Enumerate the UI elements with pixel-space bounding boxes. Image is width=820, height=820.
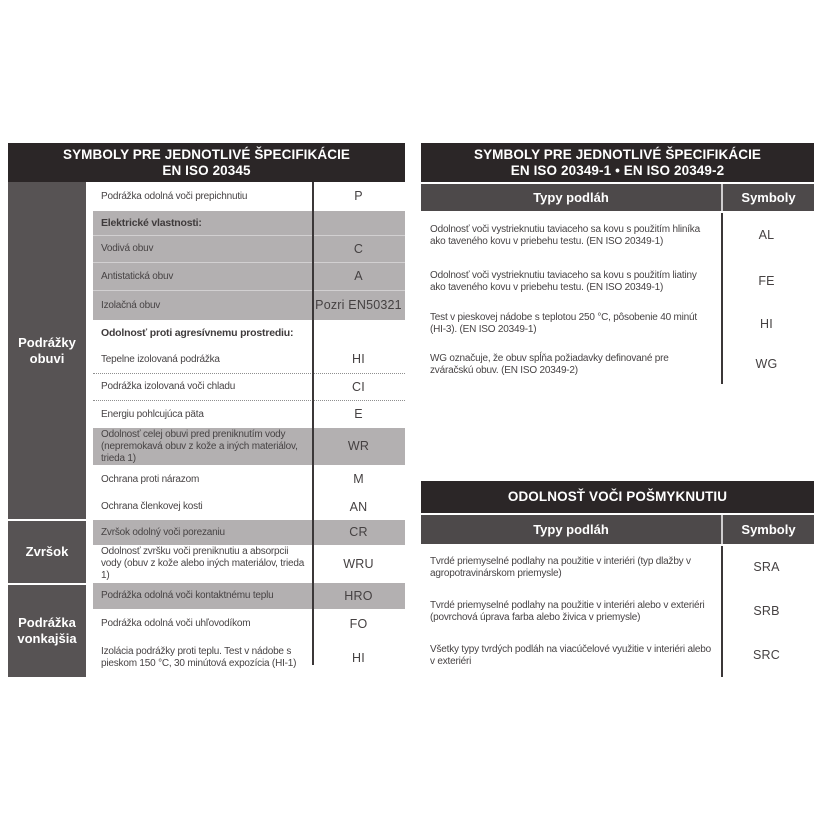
spec-table-20345-header: [8, 143, 405, 182]
table-body: [421, 213, 814, 384]
row-symbol: SRA: [753, 560, 780, 574]
row-description: Izolácia podrážky proti teplu. Test v nádobe s pieskom 150 °C, 30 minútová expozícia (HI-1): [101, 646, 297, 669]
table-row: [421, 591, 814, 632]
row-description: Podrážka izolovaná voči chladu: [101, 381, 236, 392]
row-symbol: SRB: [753, 604, 780, 618]
table-row: [93, 373, 405, 400]
table-section-row: [93, 211, 405, 235]
row-symbol: C: [353, 241, 364, 256]
row-description: Test v pieskovej nádobe s teplotou 250 °C, pôsobenie 40 minút (HI-3). (EN ISO 20349-1): [430, 312, 697, 335]
row-symbol: CI: [352, 379, 365, 394]
row-description: Izolačná obuv: [101, 299, 161, 311]
table-row: [93, 494, 405, 520]
table-row: [93, 262, 405, 290]
row-symbol: [312, 211, 405, 235]
table-title-line2: EN ISO 20349-1 • EN ISO 20349-2: [510, 162, 725, 178]
row-description: Tvrdé priemyselné podlahy na použitie v interiéri (typ dlažby v agropotravinárskom priemysle): [430, 555, 691, 579]
row-description: Vodivá obuv: [101, 243, 154, 254]
row-symbol: AL: [758, 228, 775, 242]
row-description: Energiu pohlcujúca päta: [101, 408, 204, 420]
table-row: [93, 235, 405, 262]
category-zvrsok: [8, 521, 86, 583]
column-divider: [312, 182, 314, 665]
table-row: [421, 213, 814, 258]
table-body: [421, 546, 814, 677]
table-row: [93, 465, 405, 494]
column-header-row: [421, 184, 814, 211]
row-symbol: FE: [758, 274, 775, 288]
row-symbol: WRU: [343, 556, 374, 571]
category-podrazka-vonkajsia: [8, 585, 86, 677]
row-description: Tvrdé priemyselné podlahy na použitie v interiéri alebo v exteriéri (povrchová úprava farba alebo živica v priemysle): [430, 599, 705, 623]
row-symbol: [312, 320, 405, 346]
row-symbol: WG: [755, 357, 778, 371]
table-row: [421, 634, 814, 677]
row-description: Odolnosť voči vystrieknutiu taviaceho sa kovu s použitím hliníka ako taveného kovu v priebehu testu. (EN ISO 20349-1): [430, 223, 700, 247]
row-symbol: E: [354, 407, 363, 421]
row-description: Odolnosť celej obuvi pred preniknutím vody (nepremokavá obuv z kože a iných materiálov, trieda 1): [101, 428, 298, 464]
row-description: Podrážka odolná voči kontaktnému teplu: [101, 590, 274, 601]
table-row: [93, 346, 405, 373]
table-title-line2: EN ISO 20345: [162, 162, 251, 178]
row-description: Zvršok odolný voči porezaniu: [101, 526, 225, 538]
column-header-row: [421, 515, 814, 544]
column-divider: [721, 546, 723, 677]
row-symbol: HI: [352, 352, 365, 366]
column-header-types: Typy podláh: [533, 522, 609, 537]
table-body: [8, 182, 405, 677]
spec-table-en-iso-20349: [421, 143, 814, 386]
row-symbol: CR: [349, 525, 368, 539]
row-symbol: WR: [347, 439, 370, 453]
row-symbol: A: [354, 269, 363, 283]
row-symbol: M: [353, 472, 364, 486]
row-symbol: HI: [760, 316, 773, 331]
row-symbol: HI: [352, 650, 365, 665]
table-title-line1: SYMBOLY PRE JEDNOTLIVÉ ŠPECIFIKÁCIE: [473, 147, 762, 162]
column-header-symbols: Symboly: [741, 190, 796, 205]
table-row: [93, 545, 405, 583]
table-row: [421, 305, 814, 343]
slip-resistance-table: [421, 481, 814, 679]
row-description: Podrážka odolná voči prepichnutiu: [101, 190, 248, 202]
category-column: [8, 182, 86, 677]
table-row: [93, 583, 405, 609]
row-description: Podrážka odolná voči uhľovodíkom: [101, 618, 251, 629]
row-symbol: P: [354, 189, 363, 203]
table-row: [93, 182, 405, 211]
table-row: [93, 639, 405, 677]
table-row: [421, 345, 814, 384]
category-podrazky-obuvi: [8, 182, 86, 519]
table-row: [421, 260, 814, 303]
row-symbol: SRC: [753, 648, 780, 662]
table-title: ODOLNOSŤ VOČI POŠMYKNUTIU: [507, 489, 728, 505]
row-description: WG označuje, že obuv spĺňa požiadavky definované pre zváračskú obuv. (EN ISO 20349-2): [430, 352, 669, 376]
row-symbol: FO: [349, 616, 368, 631]
slip-table-header: [421, 481, 814, 513]
row-description: Odolnosť proti agresívnemu prostrediu:: [101, 327, 294, 339]
column-divider: [721, 213, 723, 384]
category-label: Zvršok: [25, 544, 69, 559]
row-description: Elektrické vlastnosti:: [101, 217, 202, 229]
table-row: [93, 609, 405, 639]
row-description: Ochrana proti nárazom: [101, 473, 200, 485]
row-symbol: AN: [349, 499, 368, 514]
table-row: [421, 546, 814, 589]
category-label: Podrážka vonkajšia: [17, 615, 77, 646]
category-label: Podrážky obuvi: [18, 334, 76, 366]
row-description: Odolnosť zvršku voči preniknutiu a absorpcii vody (obuv z kože alebo iných materiálov, trieda 1): [101, 546, 305, 581]
table-row: [93, 400, 405, 428]
table-row: [93, 428, 405, 465]
table-title-line1: SYMBOLY PRE JEDNOTLIVÉ ŠPECIFIKÁCIE: [62, 147, 351, 162]
spec-table-20349-header: [421, 143, 814, 182]
row-description: Odolnosť voči vystrieknutiu taviaceho sa kovu s použitím liatiny ako taveného kovu v priebehu testu. (EN ISO 20349-1): [430, 269, 697, 293]
row-symbol: Pozri EN50321: [315, 298, 402, 312]
row-symbol: HRO: [344, 588, 373, 603]
table-section-row: [93, 320, 405, 346]
table-row: [93, 290, 405, 320]
row-description: Antistatická obuv: [101, 270, 174, 282]
row-description: Všetky typy tvrdých podláh na viacúčelové využitie v interiéri alebo v exteriéri: [430, 643, 711, 667]
row-description: Ochrana členkovej kosti: [101, 501, 203, 512]
column-header-types: Typy podláh: [533, 190, 609, 205]
row-description: Tepelne izolovaná podrážka: [101, 353, 220, 365]
rows-area: [93, 182, 405, 677]
spec-table-en-iso-20345: [8, 143, 405, 677]
column-header-symbols: Symboly: [741, 522, 796, 537]
table-row: [93, 520, 405, 545]
